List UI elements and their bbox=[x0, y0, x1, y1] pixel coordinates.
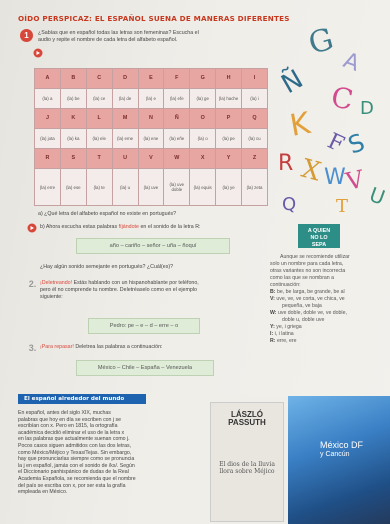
svg-text:T: T bbox=[336, 196, 349, 214]
alphabet-letter-name: (la) cu bbox=[242, 129, 268, 149]
variant-letter: V: bbox=[270, 296, 275, 302]
alphabet-letter-name: (la) equis bbox=[190, 169, 216, 206]
alphabet-letter-name: (la) de bbox=[112, 89, 138, 109]
svg-text:G: G bbox=[305, 21, 338, 62]
paragraph-line: la j en español, jamás con el sonido de /ks/. Según bbox=[18, 462, 135, 469]
book-author-line: LÁSZLÓ bbox=[231, 410, 263, 419]
spelling-example-box: Pedro: pe – e – d – erre – o bbox=[88, 318, 200, 334]
alphabet-letter-name: (la) eme bbox=[112, 129, 138, 149]
svg-text:U: U bbox=[366, 182, 389, 210]
alphabet-letter: W bbox=[164, 149, 190, 169]
alphabet-name-row bbox=[35, 129, 268, 149]
alphabet-letter: I bbox=[242, 69, 268, 89]
section-paragraph bbox=[18, 410, 146, 496]
alphabet-letter-row bbox=[35, 69, 268, 89]
svg-text:F: F bbox=[323, 128, 348, 158]
aside-line: continuación: bbox=[270, 282, 301, 288]
book-title bbox=[320, 440, 363, 460]
variant-text: i, i latina bbox=[274, 331, 294, 337]
alphabet-letter: Z bbox=[242, 149, 268, 169]
alphabet-letter-name: (la) eñe bbox=[164, 129, 190, 149]
question-b-text: b) Ahora escucha estas palabras bbox=[40, 224, 118, 230]
alphabet-letter-name: (la) erre bbox=[35, 169, 61, 206]
variant-text: uve, ve, ve corta, ve chica, ve bbox=[276, 296, 345, 302]
paragraph-line: En español, antes del siglo XIX, muchas bbox=[18, 410, 111, 416]
alphabet-table bbox=[34, 68, 268, 206]
svg-text:A: A bbox=[339, 48, 363, 77]
svg-text:Q: Q bbox=[282, 194, 297, 214]
exercise-3-text bbox=[40, 344, 272, 351]
alphabet-letter: G bbox=[190, 69, 216, 89]
paragraph-line: el Diccionario panhispánico de dudas de la Real bbox=[18, 469, 129, 476]
variant-item bbox=[270, 296, 390, 303]
exercise-2-highlight: ¡Deletreando! bbox=[40, 280, 73, 286]
svg-text:C: C bbox=[328, 80, 356, 117]
paragraph-line: del país se escriba con x, por ser esta la grafía bbox=[18, 482, 126, 489]
alphabet-letter-name: (la) ene bbox=[138, 129, 164, 149]
variant-letter: B: bbox=[270, 289, 276, 295]
paragraph-line: Pocos casos siguen admitidos con las dos letras, bbox=[18, 442, 132, 449]
paragraph-line: en las palabras que actualmente suenan como j. bbox=[18, 436, 130, 443]
alphabet-letter: A bbox=[35, 69, 61, 89]
page-title: OÍDO PERSPICAZ: EL ESPAÑOL SUENA DE MANERAS DIFERENTES bbox=[18, 14, 290, 23]
svg-text:K: K bbox=[287, 105, 313, 144]
exercise-1-instruction bbox=[38, 30, 278, 44]
section-header: El español alrededor del mundo bbox=[18, 394, 146, 404]
book-title: El dios de la lluvia llora sobre Méjico bbox=[219, 461, 275, 475]
alphabet-letter: J bbox=[35, 109, 61, 129]
aside-line: como las que se nombran a bbox=[270, 275, 335, 281]
words-to-spell-box: México – Chile – España – Venezuela bbox=[76, 360, 214, 376]
question-b-highlight: fíjándote bbox=[118, 224, 139, 230]
alphabet-letter: Y bbox=[216, 149, 242, 169]
alphabet-letter: L bbox=[86, 109, 112, 129]
alphabet-letter: T bbox=[86, 149, 112, 169]
paragraph-line: Academia Española, se recomienda que el nombre bbox=[18, 475, 136, 482]
svg-text:R: R bbox=[278, 151, 294, 176]
question-similar: ¿Hay algún sonido semejante en portugués? ¿Cuál(es)? bbox=[40, 264, 174, 270]
alphabet-letter: Q bbox=[242, 109, 268, 129]
book-title-line: México DF bbox=[320, 440, 364, 450]
alphabet-letter-name: (la) ele bbox=[86, 129, 112, 149]
aside-line: Aunque se recomiende utilizar bbox=[280, 254, 350, 260]
book-cover-mexico bbox=[288, 396, 390, 524]
alphabet-letter-name: (la) ka bbox=[60, 129, 86, 149]
alphabet-letter-name: (la) uve doble bbox=[164, 169, 190, 206]
exercise-3-line: Deletrea las palabras a continuación: bbox=[75, 344, 163, 350]
alphabet-letter-name: (la) jota bbox=[35, 129, 61, 149]
paragraph-line: como México/Méjico y Texas/Tejas. Sin embargo, bbox=[18, 449, 132, 456]
variant-letter: I: bbox=[270, 331, 274, 337]
alphabet-letter-name: (la) hache bbox=[216, 89, 242, 109]
alphabet-letter: F bbox=[164, 69, 190, 89]
aside-tag-line: SEPA bbox=[311, 242, 327, 248]
alphabet-letter: K bbox=[60, 109, 86, 129]
variant-text: erre, ere bbox=[276, 338, 297, 344]
example-words-box: año – cariño – señor – uña – ñoquí bbox=[76, 238, 230, 254]
alphabet-letter-name: (la) ce bbox=[86, 89, 112, 109]
variant-item bbox=[270, 331, 390, 338]
svg-text:S: S bbox=[344, 128, 369, 160]
exercise-3-number: 3. bbox=[28, 343, 37, 353]
exercise-2-number: 2. bbox=[28, 279, 37, 289]
alphabet-letter-row bbox=[35, 149, 268, 169]
variant-text: be, be larga, be grande, be al bbox=[276, 289, 345, 295]
alphabet-letter-name: (la) efe bbox=[164, 89, 190, 109]
book-author bbox=[217, 411, 277, 427]
alphabet-letter-name: (la) pe bbox=[216, 129, 242, 149]
alphabet-letter-name: (la) i bbox=[242, 89, 268, 109]
variant-item bbox=[270, 338, 390, 345]
alphabet-letter-name: (la) u bbox=[112, 169, 138, 206]
alphabet-letter: R bbox=[35, 149, 61, 169]
paragraph-line: hay que pronunciarlas siempre como se pronuncia bbox=[18, 456, 135, 463]
exercise-2-line: siguiente: bbox=[40, 294, 63, 300]
alphabet-letter: B bbox=[60, 69, 86, 89]
variant-letter: R: bbox=[270, 338, 276, 344]
paragraph-line: empleada en México. bbox=[18, 489, 68, 496]
question-b bbox=[40, 224, 270, 231]
exercise-1-number: 1 bbox=[20, 29, 33, 42]
alphabet-letter-name: (la) a bbox=[35, 89, 61, 109]
variant-item bbox=[270, 289, 390, 296]
paragraph-line: escribían con x. Pero en 1815, la ortografía bbox=[18, 423, 118, 430]
question-a: a) ¿Qué letra del alfabeto español no existe en portugués? bbox=[38, 211, 177, 217]
exercise-3-highlight: ¡Para repasar! bbox=[40, 344, 74, 350]
alphabet-name-row bbox=[35, 169, 268, 206]
audio-icon[interactable] bbox=[27, 223, 37, 233]
alphabet-letter: N bbox=[138, 109, 164, 129]
aside-line: solo un nombre para cada letra, bbox=[270, 261, 344, 267]
instruction-line: audio y repite el nombre de cada letra del alfabeto español. bbox=[38, 37, 178, 43]
alphabet-letter: M bbox=[112, 109, 138, 129]
variant-letter: W: bbox=[270, 310, 277, 316]
alphabet-letter-name: (la) zeta bbox=[242, 169, 268, 206]
exercise-2-line: Estás hablando con un hispanohablante por teléfono, bbox=[73, 280, 199, 286]
alphabet-letter: X bbox=[190, 149, 216, 169]
svg-text:X: X bbox=[298, 153, 324, 188]
alphabet-letter-row bbox=[35, 109, 268, 129]
alphabet-name-row bbox=[35, 89, 268, 109]
alphabet-letter: C bbox=[86, 69, 112, 89]
book-author-line: PASSUTH bbox=[228, 418, 266, 427]
book-cover-passuth bbox=[210, 402, 284, 522]
svg-text:D: D bbox=[360, 98, 374, 119]
alphabet-letter: E bbox=[138, 69, 164, 89]
alphabet-letter: H bbox=[216, 69, 242, 89]
svg-text:W: W bbox=[324, 165, 346, 190]
variant-text: ye, i griega bbox=[276, 324, 302, 330]
alphabet-letter-name: (la) o bbox=[190, 129, 216, 149]
variant-text-continued: pequeña, ve baja bbox=[282, 303, 322, 309]
alphabet-letter: D bbox=[112, 69, 138, 89]
alphabet-letter-name: (la) ge bbox=[190, 89, 216, 109]
alphabet-letter-name: (la) te bbox=[86, 169, 112, 206]
alphabet-letter: P bbox=[216, 109, 242, 129]
alphabet-letter: V bbox=[138, 149, 164, 169]
instruction-line: ¿Sabías que en español todas las letras son femeninas? Escucha el bbox=[38, 30, 199, 36]
aside-line: otras variantes no son incorrecta bbox=[270, 268, 346, 274]
alphabet-letter: O bbox=[190, 109, 216, 129]
aside-tag-line: NO LO bbox=[310, 235, 328, 241]
variant-text: uve doble, doble ve, ve doble, bbox=[277, 310, 347, 316]
variant-text-continued: doble u, doble uve bbox=[282, 317, 325, 323]
alphabet-letter-name: (la) uve bbox=[138, 169, 164, 206]
question-b-text: en el sonido de la letra R: bbox=[140, 224, 201, 230]
variant-item bbox=[270, 324, 390, 331]
exercise-2-line: pero él no comprende tu nombre. Deletréaselo como en el ejemplo bbox=[40, 287, 197, 293]
svg-text:Ñ: Ñ bbox=[276, 64, 309, 101]
alphabet-letter: U bbox=[112, 149, 138, 169]
alphabet-letter-name: (la) e bbox=[138, 89, 164, 109]
aside-tag bbox=[298, 224, 340, 248]
variant-letter: Y: bbox=[270, 324, 275, 330]
audio-icon[interactable] bbox=[33, 48, 43, 58]
exercise-2-text bbox=[40, 280, 272, 301]
book-title-line: y Cancún bbox=[320, 451, 350, 458]
aside-tag-line: A QUIEN bbox=[307, 228, 331, 234]
letters-illustration bbox=[272, 14, 390, 214]
alphabet-letter-name: (la) be bbox=[60, 89, 86, 109]
alphabet-letter-name: (la) ese bbox=[60, 169, 86, 206]
variant-list bbox=[270, 289, 390, 345]
alphabet-letter-name: (la) ye bbox=[216, 169, 242, 206]
paragraph-line: académica decidió eliminar el uso de la letra x bbox=[18, 429, 125, 436]
variant-item bbox=[270, 310, 390, 317]
paragraph-line: palabras que hoy en día se escriben con j se bbox=[18, 416, 121, 423]
aside-text bbox=[270, 254, 390, 345]
alphabet-letter: Ñ bbox=[164, 109, 190, 129]
alphabet-letter: S bbox=[60, 149, 86, 169]
svg-text:V: V bbox=[343, 164, 367, 196]
